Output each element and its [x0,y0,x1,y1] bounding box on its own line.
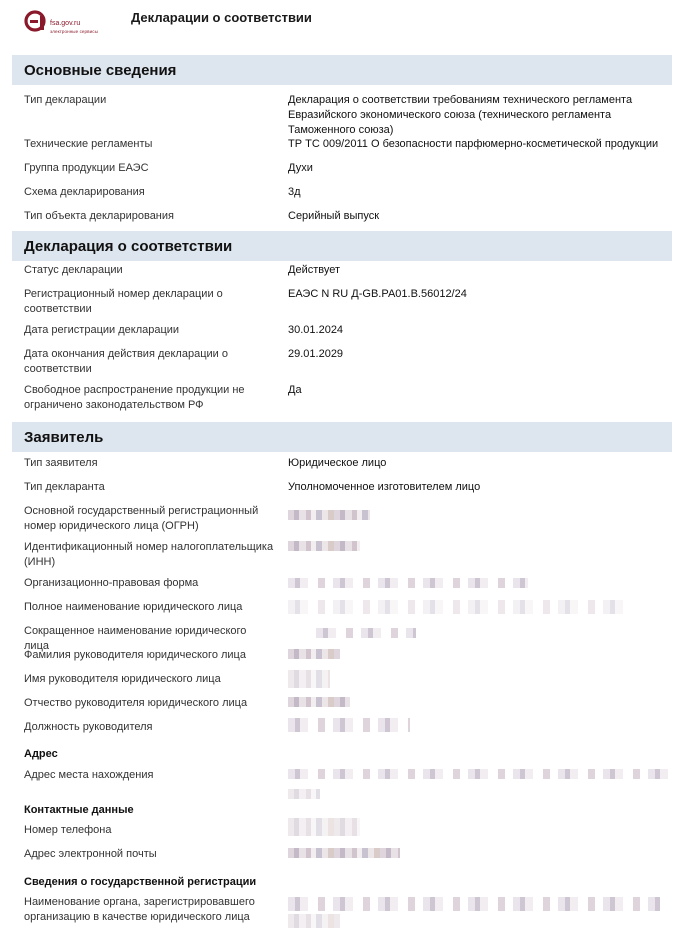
field-label: Регистрационный номер декларации о соответствии [24,288,223,315]
field-value: Действует [288,264,341,276]
section-title: Основные сведения [24,62,177,79]
field-label: Наименование органа, зарегистрировавшего организацию в качестве юридического лица [24,896,255,923]
field-label: Адрес электронной почты [24,848,157,860]
section-header-declaration [12,231,672,261]
field-label: Технические регламенты [24,138,153,150]
field-value: Серийный выпуск [288,210,380,222]
section-title: Декларация о соответствии [24,238,233,255]
section-header-basic [12,55,672,85]
subsection-registration: Сведения о государственной регистрации [24,876,257,888]
field-label: Отчество руководителя юридического лица [24,697,248,709]
redacted-value [288,897,660,911]
field-label: Дата окончания действия декларации о соответствии [24,348,228,375]
redacted-value [288,914,340,928]
field-label: Организационно-правовая форма [24,577,199,589]
subsection-address: Адрес [24,748,58,760]
field-label: Тип заявителя [24,457,98,469]
field-value: 3д [288,186,301,198]
redacted-value [288,769,668,779]
redacted-value [288,541,360,551]
redacted-value [316,628,416,638]
field-label: Статус декларации [24,264,123,276]
page-title: Декларации о соответствии [131,10,312,25]
field-value: Да [288,384,302,396]
logo-site-text: fsa.gov.ru [50,20,81,27]
redacted-value [288,670,330,688]
field-value: Декларация о соответствии требованиям технического регламента Евразийского экономического союза (технического регламента Таможенного союза) [288,94,633,136]
field-label: Тип декларанта [24,481,105,493]
field-value: 30.01.2024 [288,324,344,336]
field-value: ТР ТС 009/2011 О безопасности парфюмерно-косметической продукции [288,138,659,150]
field-value: Юридическое лицо [288,457,387,469]
redacted-value [288,510,370,520]
field-label: Имя руководителя юридического лица [24,673,221,685]
redacted-value [288,649,340,659]
field-label: Идентификационный номер налогоплательщика (ИНН) [24,541,274,568]
fsa-logo[interactable] [24,8,134,42]
section-title: Заявитель [24,429,104,446]
field-label: Свободное распространение продукции не ограничено законодательством РФ [24,384,245,411]
redacted-value [288,578,528,588]
redacted-value [288,848,400,858]
field-label: Номер телефона [24,824,112,836]
field-value: 29.01.2029 [288,348,344,360]
field-label: Схема декларирования [24,186,145,198]
field-label: Фамилия руководителя юридического лица [24,649,246,661]
field-label: Адрес места нахождения [24,769,154,781]
field-label: Полное наименование юридического лица [24,601,243,613]
redacted-value [288,718,410,732]
field-value: Духи [288,162,313,174]
field-label: Сокращенное наименование юридического лица [24,625,247,652]
field-label: Тип декларации [24,94,107,106]
section-header-applicant [12,422,672,452]
field-value: Уполномоченное изготовителем лицо [288,481,481,493]
field-label: Группа продукции ЕАЭС [24,162,149,174]
field-label: Дата регистрации декларации [24,324,180,336]
field-value: ЕАЭС N RU Д-GB.РА01.В.56012/24 [288,288,467,300]
field-label: Должность руководителя [24,721,153,733]
redacted-value [288,789,320,799]
redacted-value [288,600,633,614]
redacted-value [288,697,350,707]
field-label: Основной государственный регистрационный номер юридического лица (ОГРН) [24,505,259,532]
logo-subtitle: электронные сервисы [50,29,98,34]
fsa-logo-icon [24,8,46,34]
page-header [0,0,688,50]
field-label: Тип объекта декларирования [24,210,174,222]
subsection-contacts: Контактные данные [24,804,134,816]
redacted-value [288,818,360,836]
